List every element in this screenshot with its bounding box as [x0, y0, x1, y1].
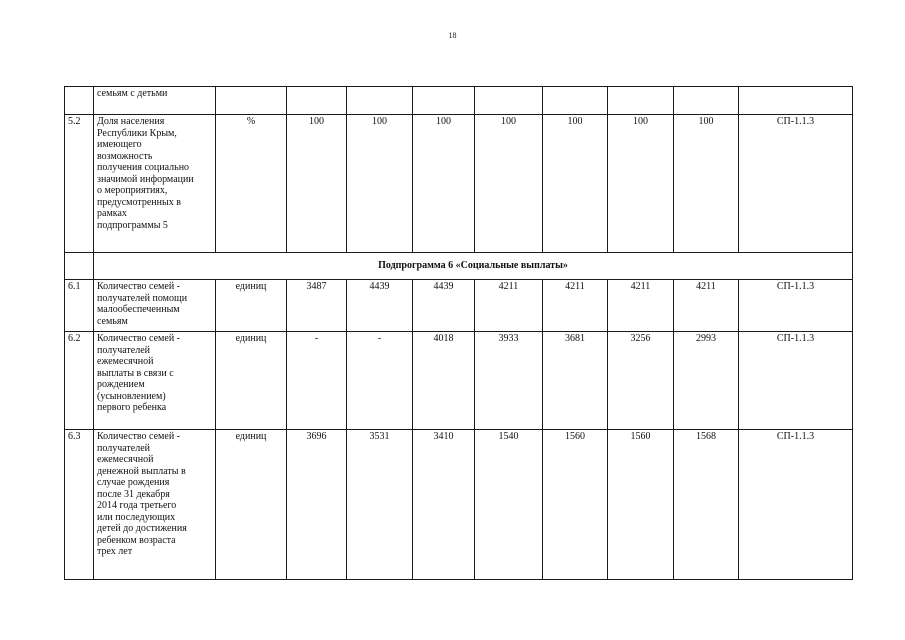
unit-cell: единиц: [216, 332, 287, 430]
value-cell: 3410: [413, 430, 475, 580]
value-cell: 3681: [543, 332, 608, 430]
value-cell: 100: [413, 115, 475, 253]
indicator-name-line: Доля населения: [97, 116, 165, 127]
indicator-name-line: ребенком возраста: [97, 534, 176, 546]
indicator-name-line: детей до достижения: [97, 523, 187, 534]
code-cell: СП-1.1.3: [739, 332, 853, 430]
value-cell: 4439: [347, 280, 413, 332]
value-cell: [543, 87, 608, 115]
value-cell: 4211: [608, 280, 674, 332]
value-cell: 4211: [543, 280, 608, 332]
value-cell: 2993: [674, 332, 739, 430]
indicator-name-line: ежемесячной: [97, 454, 154, 465]
unit-cell: [216, 87, 287, 115]
row-number: 6.1: [65, 280, 94, 332]
value-cell: [674, 87, 739, 115]
value-cell: [608, 87, 674, 115]
indicator-name-line: получателей: [97, 442, 151, 454]
table-row: [65, 332, 853, 430]
value-cell: [287, 87, 347, 115]
value-cell: 100: [543, 115, 608, 253]
section-row: [65, 253, 853, 280]
page-number: 18: [448, 31, 457, 40]
code-cell: СП-1.1.3: [739, 280, 853, 332]
value-cell: 100: [608, 115, 674, 253]
indicator-name-line: ежемесячной: [97, 356, 154, 367]
table-row: [65, 115, 853, 253]
value-cell: -: [287, 332, 347, 430]
indicator-name-line: имеющего: [97, 139, 142, 150]
indicator-name-line: предусмотренных в: [97, 196, 181, 208]
indicator-name-line: о мероприятиях,: [97, 185, 168, 196]
indicator-name-line: Количество семей -: [97, 281, 181, 292]
indicator-name-line: семьям с детьми: [97, 88, 168, 99]
indicator-name: [94, 332, 216, 430]
code-cell: [739, 87, 853, 115]
indicator-name-line: подпрограммы 5: [97, 219, 168, 231]
value-cell: 4211: [674, 280, 739, 332]
value-cell: 3696: [287, 430, 347, 580]
value-cell: 1560: [608, 430, 674, 580]
value-cell: 4018: [413, 332, 475, 430]
indicator-name-line: первого ребенка: [97, 402, 167, 413]
value-cell: 4439: [413, 280, 475, 332]
indicator-name-line: рамках: [97, 208, 127, 219]
value-cell: 1568: [674, 430, 739, 580]
unit-cell: единиц: [216, 280, 287, 332]
value-cell: 3256: [608, 332, 674, 430]
value-cell: -: [347, 332, 413, 430]
value-cell: [475, 87, 543, 115]
unit-cell: %: [216, 115, 287, 253]
indicator-name: [94, 115, 216, 253]
value-cell: 1560: [543, 430, 608, 580]
row-number: 6.3: [65, 430, 94, 580]
indicator-name-line: Республики Крым,: [97, 127, 177, 139]
value-cell: 100: [674, 115, 739, 253]
section-number-cell: [65, 253, 94, 280]
table-row: [65, 430, 853, 580]
indicator-name-line: значимой информации: [97, 173, 194, 185]
value-cell: 3933: [475, 332, 543, 430]
unit-cell: единиц: [216, 430, 287, 580]
table-row: [65, 87, 853, 115]
indicator-name-line: (усыновлением): [97, 390, 166, 402]
value-cell: 1540: [475, 430, 543, 580]
indicator-name-line: получателей: [97, 344, 151, 356]
code-cell: СП-1.1.3: [739, 430, 853, 580]
value-cell: 4211: [475, 280, 543, 332]
indicator-name-line: возможность: [97, 150, 153, 162]
section-title: Подпрограмма 6 «Социальные выплаты»: [94, 253, 853, 280]
value-cell: 100: [287, 115, 347, 253]
indicator-name: [94, 430, 216, 580]
row-number: [65, 87, 94, 115]
table-row: [65, 280, 853, 332]
indicator-name-line: 2014 года третьего: [97, 500, 177, 511]
indicator-name: [94, 87, 216, 115]
indicator-name-line: получателей помощи: [97, 292, 188, 304]
row-number: 5.2: [65, 115, 94, 253]
indicator-name-line: трех лет: [97, 546, 133, 557]
indicator-name-line: после 31 декабря: [97, 488, 170, 500]
code-cell: СП-1.1.3: [739, 115, 853, 253]
indicators-table: [64, 86, 853, 580]
row-number: 6.2: [65, 332, 94, 430]
indicator-name-line: или последующих: [97, 511, 176, 523]
indicator-name-line: семьям: [97, 315, 128, 327]
value-cell: [347, 87, 413, 115]
value-cell: 100: [347, 115, 413, 253]
value-cell: 3531: [347, 430, 413, 580]
indicator-name-line: случае рождения: [97, 477, 170, 488]
value-cell: 100: [475, 115, 543, 253]
indicator-name-line: малообеспеченным: [97, 304, 180, 315]
indicator-name-line: денежной выплаты в: [97, 465, 186, 477]
value-cell: 3487: [287, 280, 347, 332]
indicator-name-line: получения социально: [97, 162, 190, 173]
indicator-name: [94, 280, 216, 332]
indicator-name-line: Количество семей -: [97, 333, 181, 344]
indicator-name-line: выплаты в связи с: [97, 367, 174, 379]
indicator-name-line: Количество семей -: [97, 431, 181, 442]
indicator-name-line: рождением: [97, 379, 145, 390]
value-cell: [413, 87, 475, 115]
